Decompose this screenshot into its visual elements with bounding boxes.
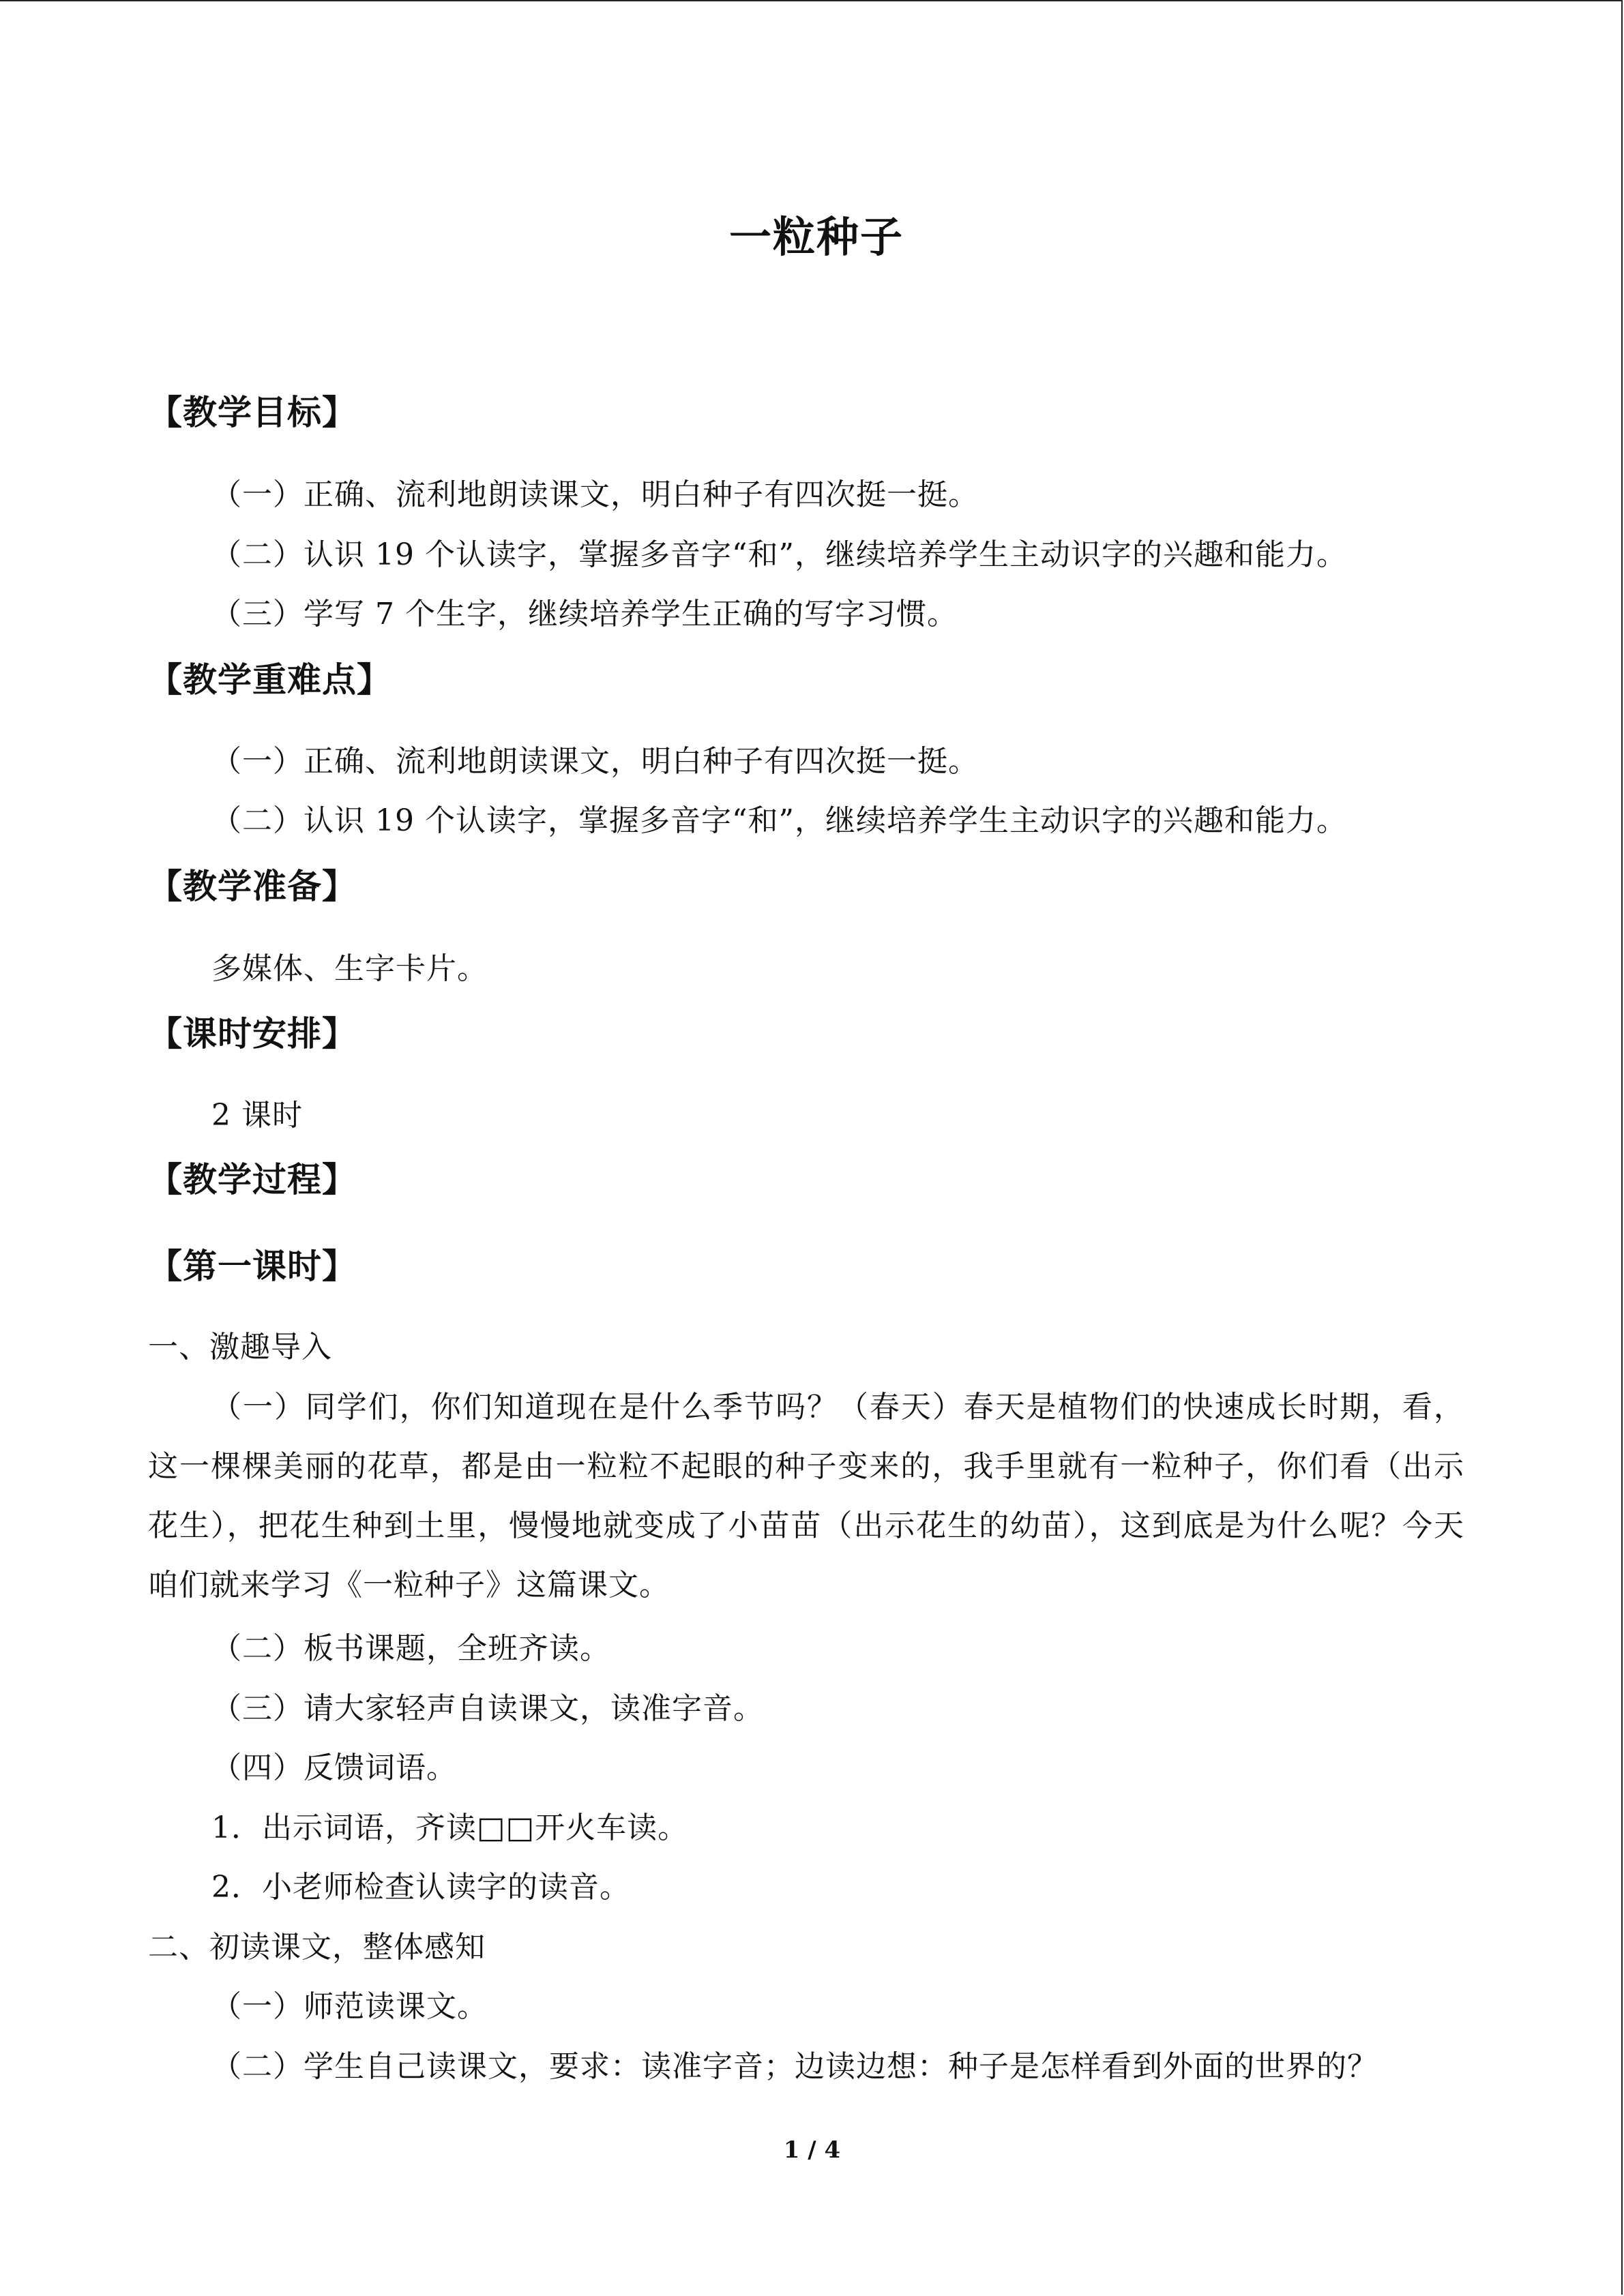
objective-item-3: （三）学写 7 个生字，继续培养学生正确的写字习惯。 [211,597,958,631]
key-point-item-2: （二）认识 19 个认读字，掌握多音字“和”，继续培养学生主动识字的兴趣和能力。 [211,803,1347,838]
part1-paragraph: （一）同学们，你们知道现在是什么季节吗？（春天）春天是植物们的快速成长时期，看，这一棵棵美丽的花草，都是由一粒粒不起眼的种子变来的，我手里就有一粒种子，你们看（出示花生），把花生种到土里，慢慢地就变成了小苗苗（出示花生的幼苗），这到底是为什么呢？今天咱们就来学习《一粒种子》这篇课文。 [148,1390,1464,1602]
part1-title: 一、激趣导入 [148,1330,332,1365]
part1-item-4: （四）反馈词语。 [211,1750,457,1785]
page-number: 1 / 4 [783,2136,841,2164]
part1-item-3: （三）请大家轻声自读课文，读准字音。 [211,1691,764,1726]
heading-objectives: 【教学目标】 [148,392,357,432]
objective-item-1: （一）正确、流利地朗读课文，明白种子有四次挺一挺。 [211,477,979,512]
key-point-item-1: （一）正确、流利地朗读课文，明白种子有四次挺一挺。 [211,744,979,779]
part1-item-2: （二）板书课题，全班齐读。 [211,1631,610,1666]
heading-schedule: 【课时安排】 [148,1013,357,1054]
part2-item-2: （二）学生自己读课文，要求：读准字音；边读边想：种子是怎样看到外面的世界的？ [211,2049,1378,2084]
preparation-text: 多媒体、生字卡片。 [211,951,488,986]
part1-sub-2: 2．小老师检查认读字的读音。 [211,1870,630,1905]
heading-process: 【教学过程】 [148,1159,357,1199]
part1-sub-1: 1．出示词语，齐读□□开火车读。 [211,1810,689,1845]
part2-title: 二、初读课文，整体感知 [148,1930,486,1965]
objective-item-2: （二）认识 19 个认读字，掌握多音字“和”，继续培养学生主动识字的兴趣和能力。 [211,537,1347,572]
heading-lesson-1: 【第一课时】 [148,1246,357,1286]
document-title: 一粒种子 [728,212,904,262]
part2-item-1: （一）师范读课文。 [211,1989,488,2024]
heading-preparation: 【教学准备】 [148,866,357,906]
schedule-text: 2 课时 [211,1098,303,1133]
heading-key-points: 【教学重难点】 [148,659,392,700]
